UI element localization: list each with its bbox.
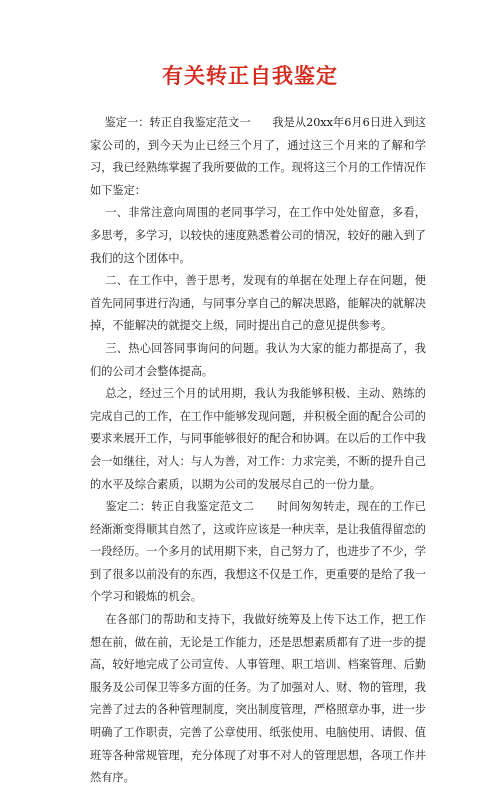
paragraph: 二、在工作中，善于思考，发现有的单据在处理上存在问题，便首先同同事进行沟通，与同事分享自己的解决思路，能解决的就解决掉，不能解决的就提交上级，同时提出自己的意见提供参考。: [90, 274, 426, 333]
document-body: [90, 112, 426, 790]
paragraph: 鉴定二：转正自我鉴定范文二 时间匆匆转走，现在的工作已经渐渐变得顺其自然了，这或许应该是一种庆幸，是让我值得留恋的一段经历。一个多月的试用期下来，自己努力了，也进步了不少，学到了很多以前没有的东西，我想这不仅是工作，更重要的是给了我一个学习和锻炼的机会。: [90, 500, 426, 604]
paragraph: 一、非常注意向周围的老同事学习，在工作中处处留意，多看，多思考，多学习，以较快的速度熟悉着公司的情况，较好的融入到了我们的这个团体中。: [90, 206, 426, 265]
document-title: 有关转正自我鉴定: [162, 64, 338, 88]
paragraph: 总之，经过三个月的试用期，我认为我能够积极、主动、熟练的完成自己的工作，在工作中能够发现问题，并积极全面的配合公司的要求来展开工作，与同事能够很好的配合和协调。在以后的工作中我会一如继往，对人：与人为善，对工作：力求完美，不断的提升自己的水平及综合素质，以期为公司的发展尽自己的一份力量。: [90, 387, 426, 491]
paragraph: 鉴定一：转正自我鉴定范文一 我是从20xx年6月6日进入到这家公司的，到今天为止已经三个月了，通过这三个月来的了解和学习，我已经熟练掌握了我所要做的工作。现将这三个月的工作情况作如下鉴定：: [90, 116, 426, 197]
paragraph: 三、热心回答同事询问的问题。我认为大家的能力都提高了，我们的公司才会整体提高。: [90, 341, 426, 378]
paragraph: 在各部门的帮助和支持下，我做好统筹及上传下达工作，把工作想在前，做在前，无论是工作能力，还是思想素质都有了进一步的提高，较好地完成了公司宣传、人事管理、职工培训、档案管理、后勤服务及公司保卫等多方面的任务。为了加强对人、财、物的管理，我完善了过去的各种管理制度，突出制度管理，严格照章办事，进一步明确了工作职责，完善了公章使用、纸张使用、电脑使用、请假、值班等各种常规管理，充分体现了对事不对人的管理思想，各项工作井然有序。: [90, 613, 426, 785]
